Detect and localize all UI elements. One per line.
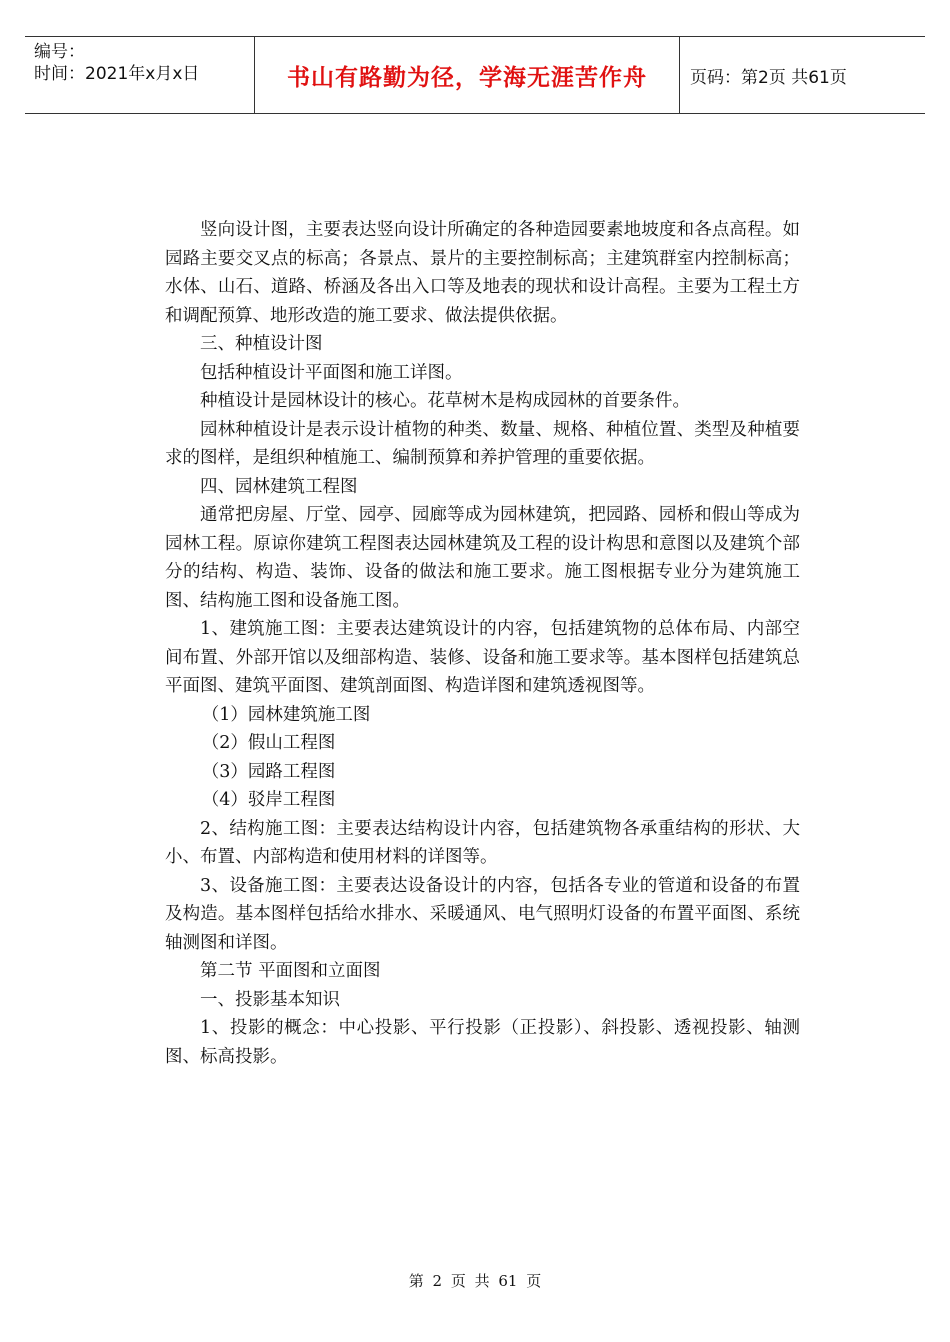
page-footer: 第 2 页 共 61 页 xyxy=(408,1272,542,1290)
list-item: （1）园林建筑施工图 xyxy=(201,704,371,725)
section-heading-projection: 一、投影基本知识 xyxy=(200,989,340,1010)
document-number-label: 编号： xyxy=(34,42,85,62)
header-meta xyxy=(25,37,255,113)
page-header xyxy=(25,36,925,114)
paragraph-vertical-design: 竖向设计图，主要表达竖向设计所确定的各种造园要素地坡度和各点高程。如园路主要交叉点的标高；各景点、景片的主要控制标高；主建筑群室内控制标高；水体、山石、道路、桥涵及各出入口等及地表的现状和设计高程。主要为工程土方和调配预算、地形改造的施工要求、做法提供依据。 xyxy=(165,220,800,326)
paragraph: 1、建筑施工图：主要表达建筑设计的内容，包括建筑物的总体布局、内部空间布置、外部开馆以及细部构造、装修、设备和施工要求等。基本图样包括建筑总平面图、建筑平面图、建筑剖面图、构造详图和建筑透视图等。 xyxy=(165,619,800,696)
section-heading-architecture: 四、园林建筑工程图 xyxy=(200,476,358,497)
paragraph: 通常把房屋、厅堂、园亭、园廊等成为园林建筑，把园路、园桥和假山等成为园林工程。原谅你建筑工程图表达园林建筑及工程的设计构思和意图以及建筑个部分的结构、构造、装饰、设备的做法和施工要求。施工图根据专业分为建筑施工图、结构施工图和设备施工图。 xyxy=(165,505,800,611)
paragraph: 包括种植设计平面图和施工详图。 xyxy=(200,362,463,383)
header-motto: 书山有路勤为径，学海无涯苦作舟 xyxy=(255,37,680,113)
section-heading-planting: 三、种植设计图 xyxy=(200,334,323,354)
list-item: （3）园路工程图 xyxy=(201,761,336,782)
list-item: （2）假山工程图 xyxy=(201,733,336,753)
paragraph: 种植设计是园林设计的核心。花草树木是构成园林的首要条件。 xyxy=(200,391,690,411)
document-time-label: 时间：2021年x月x日 xyxy=(34,64,200,84)
list-item: （4）驳岸工程图 xyxy=(201,790,336,810)
paragraph: 园林种植设计是表示设计植物的种类、数量、规格、种植位置、类型及种植要求的图样，是组织种植施工、编制预算和养护管理的重要依据。 xyxy=(165,419,800,468)
header-page-info: 页码：第2页 共61页 xyxy=(690,67,847,88)
paragraph: 1、投影的概念：中心投影、平行投影（正投影）、斜投影、透视投影、轴测图、标高投影。 xyxy=(165,1018,800,1067)
document-body xyxy=(165,216,800,1071)
section-heading-chapter: 第二节 平面图和立面图 xyxy=(200,961,381,981)
paragraph: 2、结构施工图：主要表达结构设计内容，包括建筑物各承重结构的形状、大小、布置、内部构造和使用材料的详图等。 xyxy=(165,818,800,867)
paragraph: 3、设备施工图：主要表达设备设计的内容，包括各专业的管道和设备的布置及构造。基本图样包括给水排水、采暖通风、电气照明灯设备的布置平面图、系统轴测图和详图。 xyxy=(165,875,800,953)
